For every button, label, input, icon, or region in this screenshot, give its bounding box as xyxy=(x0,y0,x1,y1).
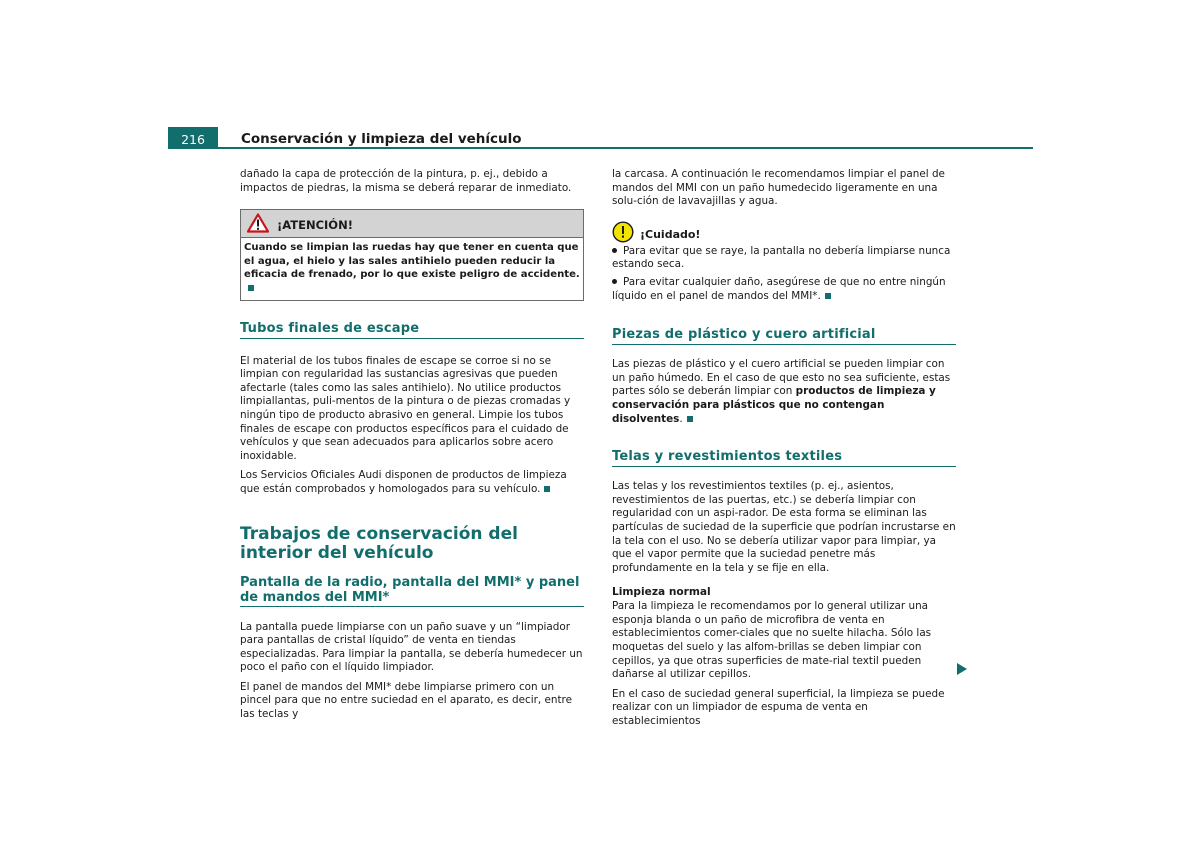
caution-bullet-2 xyxy=(612,276,956,303)
plastic-paragraph-text: Las piezas de plástico y el cuero artificial se pueden limpiar con un paño húmedo. En el caso de que esto no sea suficiente, estas partes sólo se deberán limpiar con xyxy=(612,358,951,398)
end-of-section-icon xyxy=(825,293,831,299)
radio-paragraph-2: El panel de mandos del MMI* debe limpiarse primero con un pincel para que no entre suciedad en el aparato, es decir, entre las teclas y xyxy=(240,680,572,721)
end-of-section-icon xyxy=(248,285,254,291)
radio-paragraph-1: La pantalla puede limpiarse con un paño suave y un “limpiador para pantallas de cristal líquido” de venta en tiendas especializadas. Para limpiar la pantalla, se debería humedecer un poco el paño con el líquido limpiador. xyxy=(240,620,583,674)
left-column xyxy=(240,168,584,728)
caution-bullet-1 xyxy=(612,245,956,272)
page-title: Conservación y limpieza del vehículo xyxy=(241,131,522,147)
page-header xyxy=(168,127,1033,149)
chapter-title: Trabajos de conservación del interior del vehículo xyxy=(240,523,518,563)
section-title-escape: Tubos finales de escape xyxy=(240,321,584,339)
escape-paragraph-2 xyxy=(240,469,584,496)
caution-bullet-1-text: Para evitar que se raye, la pantalla no debería limpiarse nunca estando seca. xyxy=(612,244,951,271)
section-title-radio: Pantalla de la radio, pantalla del MMI* y panel de mandos del MMI* xyxy=(240,575,584,607)
subsection-title-normal: Limpieza normal xyxy=(612,586,711,599)
continue-arrow-icon xyxy=(957,663,967,675)
section-title-plastic: Piezas de plástico y cuero artificial xyxy=(612,327,956,345)
warning-text-body: Cuando se limpian las ruedas hay que tener en cuenta que el agua, el hielo y las sales antihielo pueden reducir la eficacia de frenado, por lo que existe peligro de accidente. xyxy=(244,242,580,281)
plastic-paragraph xyxy=(612,358,956,426)
caution-bullet-2-text: Para evitar cualquier daño, asegúrese de que no entre ningún líquido en el panel de mandos del MMI*. xyxy=(612,275,946,302)
bullet-icon xyxy=(612,279,617,284)
plastic-paragraph-end: . xyxy=(679,412,683,425)
right-intro-paragraph: la carcasa. A continuación le recomendamos limpiar el panel de mandos del MMI con un paño humedecido ligeramente en una solu-ción de lavavajillas y agua. xyxy=(612,168,945,208)
section-title-textile: Telas y revestimientos textiles xyxy=(612,449,956,467)
warning-text xyxy=(241,238,583,299)
warning-header xyxy=(241,210,583,238)
end-of-section-icon xyxy=(687,416,693,422)
caution-header xyxy=(612,221,956,245)
right-column xyxy=(612,168,956,735)
page-number: 216 xyxy=(168,127,218,149)
end-of-section-icon xyxy=(544,486,550,492)
escape-paragraph-1: El material de los tubos finales de escape se corroe si no se limpian con regularidad las sustancias agresivas que pueden afectarle (tales como las sales antihielo). No utilice productos limpiallantas, puli-mentos de la pintura o de piezas cromadas y ningún tipo de producto abrasivo en general. Limpie los tubos finales de escape con productos específicos para el cuidado de vehículos y que sean adecuados para aplicarlos sobre acero inoxidable. xyxy=(240,354,571,462)
escape-paragraph-2-text: Los Servicios Oficiales Audi disponen de productos de limpieza que están comprobados y homologados para su vehículo. xyxy=(240,469,567,495)
bullet-icon xyxy=(612,248,617,253)
caution-title: ¡Cuidado! xyxy=(640,227,701,241)
normal-paragraph-1: Para la limpieza le recomendamos por lo general utilizar una esponja blanda o un paño de microfibra de venta en establecimientos comer-ciales que no suelte hilacha. Sólo las moquetas del suelo y las alfom-brillas se deben limpiar con cepillos, ya que otras superficies de mate-rial textil pueden dañarse al utilizar cepillos. xyxy=(612,600,932,681)
normal-paragraph-2: En el caso de suciedad general superficial, la limpieza se puede realizar con un limpiador de espuma de venta en establecimientos xyxy=(612,687,945,728)
caution-exclamation-icon xyxy=(612,221,634,243)
header-rule xyxy=(168,147,1033,149)
textile-paragraph-1: Las telas y los revestimientos textiles (p. ej., asientos, revestimientos de las puertas, etc.) se debería limpiar con regularidad con un aspi-rador. De esta forma se eliminan las partículas de suciedad de la superficie que podrían incrustarse en la tela con el uso. No se debería utilizar vapor para limpiar, ya que el vapor permite que la suciedad penetre más profundamente en la tela y se fije en ella. xyxy=(612,480,956,574)
warning-title: ¡ATENCIÓN! xyxy=(277,218,353,233)
warning-triangle-icon xyxy=(247,213,269,233)
warning-box xyxy=(240,209,584,300)
plastic-paragraph-bold: productos de limpieza y conservación para plásticos que no contengan disolventes xyxy=(612,385,936,425)
intro-paragraph: dañado la capa de protección de la pintura, p. ej., debido a impactos de piedras, la misma se deberá reparar de inmediato. xyxy=(240,168,572,194)
